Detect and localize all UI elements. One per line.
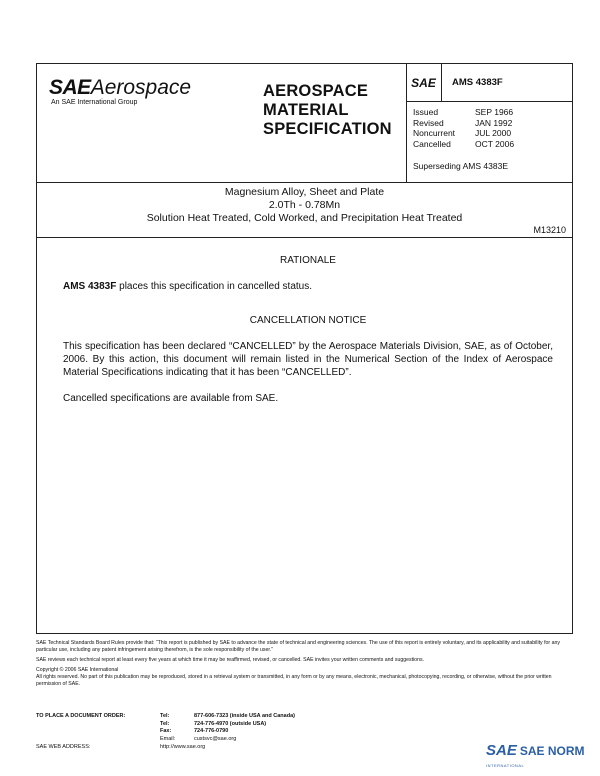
footer-p1: SAE Technical Standards Board Rules provide that: “This report is published by SAE to advance the state of technical and engineering sciences. The use of this report is entirely voluntary, and its applicability and suitability for any particular use, including any patent infringement arising therefrom, is the sole responsibility of the user.” bbox=[36, 640, 560, 653]
document-body bbox=[63, 254, 553, 418]
date-table bbox=[413, 107, 514, 149]
contact-block bbox=[36, 713, 295, 743]
logo-sae: SAE bbox=[49, 76, 91, 99]
superseding bbox=[413, 161, 508, 171]
spec-number-box bbox=[406, 64, 572, 102]
web-address bbox=[36, 744, 205, 750]
stamp-sae: SAE bbox=[486, 742, 517, 759]
doc-type-title bbox=[263, 82, 392, 139]
date-row bbox=[413, 139, 514, 150]
contact-label: Tel: bbox=[160, 713, 170, 719]
rationale-spec: AMS 4383F bbox=[63, 281, 117, 292]
date-label: Cancelled bbox=[413, 138, 451, 149]
contact-email[interactable]: custsvc@sae.org bbox=[194, 735, 237, 742]
stamp-sub: INTERNATIONAL bbox=[486, 763, 525, 768]
superseding-label: Superseding bbox=[413, 161, 461, 171]
date-value: SEP 1966 bbox=[475, 107, 514, 117]
web-label: SAE WEB ADDRESS: bbox=[36, 744, 91, 750]
spec-title-block bbox=[37, 182, 572, 238]
contact-value: 877-606-7323 (inside USA and Canada) bbox=[194, 713, 295, 719]
date-value: OCT 2006 bbox=[475, 138, 515, 149]
availability-paragraph: Cancelled specifications are available from SAE. bbox=[63, 393, 279, 404]
contact-label: Email: bbox=[160, 735, 176, 742]
date-row bbox=[413, 107, 514, 118]
logo-aerospace: Aerospace bbox=[90, 76, 192, 99]
logo-subtitle: An SAE International Group bbox=[51, 99, 138, 106]
footer-copyright: Copyright © 2006 SAE International bbox=[36, 667, 119, 673]
cancellation-heading: CANCELLATION NOTICE bbox=[249, 315, 367, 326]
footer-notice bbox=[36, 640, 576, 691]
doc-type-line1: AEROSPACE bbox=[263, 82, 369, 100]
header bbox=[37, 64, 572, 183]
date-row bbox=[413, 128, 514, 139]
footer-p2: SAE reviews each technical report at least every five years at which time it may be reaffirmed, revised, or cancelled. SAE invites your written comments and suggestions. bbox=[36, 657, 424, 663]
spec-title-line1: Magnesium Alloy, Sheet and Plate bbox=[224, 186, 385, 198]
doc-type-line3: SPECIFICATION bbox=[263, 120, 392, 138]
order-label: TO PLACE A DOCUMENT ORDER: bbox=[36, 713, 126, 719]
stamp-norm: SAE NORM bbox=[519, 744, 585, 758]
date-label: Issued bbox=[413, 107, 439, 117]
sae-norm-stamp bbox=[486, 742, 585, 759]
contact-label: Fax: bbox=[160, 728, 172, 734]
date-row bbox=[413, 118, 514, 129]
web-link[interactable]: http://www.sae.org bbox=[160, 744, 206, 750]
date-label: Revised bbox=[413, 117, 444, 128]
document-frame bbox=[36, 63, 573, 634]
date-value: JUL 2000 bbox=[475, 128, 512, 138]
contact-label: Tel: bbox=[160, 720, 170, 727]
spec-number: AMS 4383F bbox=[452, 77, 503, 88]
doc-type-line2: MATERIAL bbox=[263, 101, 349, 119]
spec-title-line3: Solution Heat Treated, Cold Worked, and Precipitation Heat Treated bbox=[146, 212, 463, 224]
material-code: M13210 bbox=[533, 225, 566, 235]
rationale-heading: RATIONALE bbox=[280, 255, 336, 266]
date-value: JAN 1992 bbox=[475, 117, 513, 128]
date-label: Noncurrent bbox=[413, 128, 456, 138]
superseding-value: AMS 4383E bbox=[462, 161, 509, 171]
contact-value: 724-776-4970 (outside USA) bbox=[194, 720, 267, 727]
sae-aerospace-logo bbox=[49, 76, 191, 106]
rationale-text bbox=[63, 280, 553, 293]
rationale-body: places this specification in cancelled status. bbox=[116, 281, 313, 292]
spec-title-line2: 2.0Th - 0.78Mn bbox=[268, 199, 341, 211]
sae-mark: SAE bbox=[406, 64, 442, 101]
contact-value: 724-776-0790 bbox=[194, 728, 229, 734]
footer-rights: All rights reserved. No part of this publication may be reproduced, stored in a retrieval system or transmitted, in any form or by any means, electronic, mechanical, photocopying, recording, or otherwise, without the prior written permission of SAE. bbox=[36, 674, 552, 687]
cancellation-paragraph: This specification has been declared “CANCELLED” by the Aerospace Materials Division, SAE, as of October, 2006. By this action, this document will remain listed in the Numerical Section of the Index of Aerospace Material Specifications indicating that it has been “CANCELLED”. bbox=[63, 341, 553, 378]
